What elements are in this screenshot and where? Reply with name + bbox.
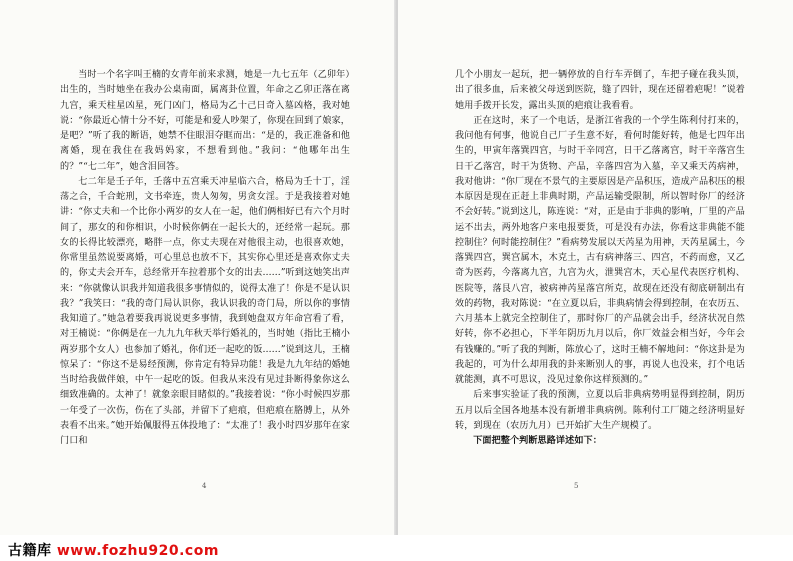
section-heading: 下面把整个判断思路详述如下： <box>473 436 602 446</box>
right-page-text <box>455 68 745 449</box>
footer-watermark-bar <box>0 536 793 561</box>
page-number-right: 5 <box>574 482 579 490</box>
site-name: 古籍库 <box>8 543 52 559</box>
paragraph: 七二年是壬子年，壬落中五宫乘天冲星临六合，格局为壬十丁，淫荡之合，千合蛇刑，文书牵连，贵人匆匆，男贪女淫。于是我接着对她讲：“你丈夫和一个比你小两岁的女人在一起，他们俩相好已有六个月时间了，那女的和你相识，小时候你俩在一起长大的，还经常一起玩。那女的长得比较漂亮，略胖一点，你丈夫现在对他很主动，也很喜欢她，你常里虽然说要离婚，可心里总也放不下，其实你心里还是喜欢你丈夫的，你丈夫会开车，总经常开车拉着那个女的出去……”听到这她笑出声来：“你就像认识我并知道我很多事情似的，说得太准了！你是不是认识我？”我笑曰：“我的奇门局认识你，我认识我的奇门局，所以你的事情我知道了。”她急着要我再说说更多事情，我到她盘双方年命宫看了看，对王楠说：“你俩是在一九九九年秋天举行婚礼的，当时她（指比王楠小两岁那个女人）也参加了婚礼，你们还一起吃的饭……”说到这儿，王楠惊呆了：“你这不是易经预测，你肯定有特异功能！我是九九年结的婚她当时给我做伴娘，中午一起吃的饭。但我从来没有见过卦断得象你这么细致准确的。太神了！就象亲眼目睹似的。”我接着说：“你小时候四岁那一年受了一次伤，伤在了头部，并留下了疤痕，但疤痕在胳膊上，从外表看不出来。”她开始佩服得五体投地了：“太准了！我小时四岁那年在家门口和 <box>60 176 350 446</box>
paragraph: 几个小朋友一起玩，把一辆停放的自行车弄倒了，车把子碰在我头顶，出了很多血，后来被父母送到医院，缝了四针，现在还留着疤呢！”说着她用手拨开长发，露出头顶的疤痕让我看看。 <box>455 70 745 111</box>
left-page-text <box>60 68 350 449</box>
paragraph: 后来事实验证了我的预测，立夏以后非典病势明显得到控制，阴历五月以后全国各地基本没有新增非典病例。陈利付工厂随之经济明显好转，到现在（农历九月）已开始扩大生产规模了。 <box>455 390 745 431</box>
site-url: www.fozhu920.com <box>56 543 219 559</box>
left-page <box>0 0 396 535</box>
paragraph: 正在这时，来了一个电话，是浙江省我的一个学生陈利付打来的，我问他有何事，他说自己厂子生意不好，看何时能好转，他是七四年出生的，甲寅年落巽四宫，与时干辛同宫，日干乙落离宫，时干辛落宫生日干乙落宫，时干为货物、产品，辛落四宫为入墓，辛又乘天芮病神，我对他讲：“你厂现在不景气的主要原因是产品积压，造成产品积压的根本原因是现在正赶上非典时期，产品运输受限制，所以智时你厂的经济不会好转。”说到这儿，陈连说：“对，正是由于非典的影响，厂里的产品运不出去，两外地客户来电报要货，可是没有办法，你看这非典能不能控制住？何时能控制住？”看病势发展以天芮星为用神，天芮星属土，今落巽四宫，巽宫属木，木克土，古有病神落三、四宫，不药而愈，又乙奇为医药，今落离九宫，九宫为火，泄巽宫木，天心星代表医疗机构、医院等，落艮八宫，被病神芮星落宫所克，故现在还没有彻底研制出有效的药物，我对陈说：“在立夏以后，非典病情会得到控制，在农历五、六月基本上就完全控制住了，那时你厂的产品就会出手，经济状况自然好转，你不必担心，下半年阴历九月以后，你厂效益会相当好，今年会有钱赚的。”听了我的判断，陈放心了，这时王楠不解地问：“你这卦是为我起的，可为什么却用我的卦来断别人的事，再说人也没来，打个电话就能测，真不可思议，没见过象你这样预测的。” <box>455 115 745 385</box>
site-watermark <box>8 540 219 560</box>
page-number-left: 4 <box>202 482 207 490</box>
paragraph: 当时一个名字叫王楠的女青年前来求测，她是一九七五年（乙卯年）出生的，当时她坐在我办公桌南面，属离卦位置，年命之乙卯正落在离九宫，乘天柱星凶星，死门凶门，格局为乙十己日奇入墓凶格，我对她说：“你最近心情十分不好，可能是和爱人吵架了，你现在回到了娘家，是吧？”听了我的断语，她禁不住眼泪夺眶而出：“是的，我正准备和他离婚，现在我住在我妈妈家，不想看到他。”我问：“他哪年出生的？”“七二年”，她含泪回答。 <box>60 70 350 172</box>
